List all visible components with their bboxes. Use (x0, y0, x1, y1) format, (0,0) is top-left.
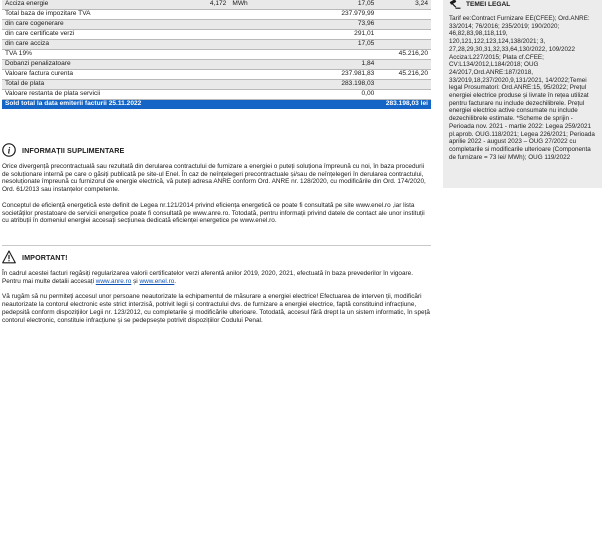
row-quantity (169, 80, 229, 90)
row-quantity: 4,172 (169, 0, 229, 10)
row-value (277, 50, 378, 60)
row-label: TVA 19% (2, 50, 169, 60)
row-tva: 45.216,20 (377, 70, 431, 80)
info-paragraph-1: Orice divergență precontractuală sau rezultată din derularea contractului de furnizare a energiei o puteți soluționa împreună cu noi, în baza procedurii de soluționare internă pe care o găsiți publicată pe site-ul Enel. În caz de neînțelegeri precontractuale și/sau de neînțelegeri în derularea contractului, nesoluționate împreună cu furnizorul de energie electrică, vă puteți adresa ANRE conform Ord. ANRE nr. 128/2020, cu modificările din Ord. 174/2020, Ord. 61/2013 sau instanțelor competente. (2, 163, 426, 194)
row-value: 291,01 (277, 30, 378, 40)
row-unit (229, 10, 276, 20)
row-label: Dobanzi penalizatoare (2, 60, 169, 70)
invoice-summary (2, 0, 431, 109)
invoice-row (2, 90, 431, 100)
important-title: IMPORTANT! (22, 252, 68, 262)
legal-basis-panel (443, 0, 602, 188)
row-unit (229, 60, 276, 70)
row-value: 17,05 (277, 40, 378, 50)
svg-text:i: i (7, 145, 11, 156)
invoice-row (2, 50, 431, 60)
row-quantity (169, 20, 229, 30)
row-unit (229, 80, 276, 90)
invoice-row (2, 40, 431, 50)
row-unit (229, 40, 276, 50)
row-unit (229, 70, 276, 80)
warning-icon (2, 250, 16, 264)
row-label: Total de plata (2, 80, 169, 90)
invoice-row (2, 60, 431, 70)
row-quantity (169, 30, 229, 40)
row-tva (377, 30, 431, 40)
info-icon (2, 143, 16, 157)
legal-basis-text: Tarif ee:Contract Furnizare EE(CFEE); Ord.ANRE: 33/2014; 76/2016; 235/2019; 190/2020; 46,82,83,98,118,119, 120,121,122,123,124,138/2021; 3, 27,28,29,30,31,32,33,64,130/2022, 109/2022 Acciza:L227/2015; Plata cf.CFEE; CV:L134/2012,L184/2018; OUG 24/2017,Ord.ANRE:187/2018, 33/2019,18,237/2020,9,131/2021, 14/2022;Temei legal Prosumatori: Ord.ANRE:15, 95/2022; Prețul energiei electrice produse și livrate în rețea utilizat pentru facturare nu include dezechilibrele. Prețul energiei electrice active consumate nu include dezechilibrele estimate. *Scheme de sprijin - Perioada nov. 2021 - martie 2022: Legea 259/2021 pl.aprob. OUG.118/2021; Legea 226/2021; Perioada aprilie 2022 - august 2023 – OUG 27/2022 cu completarile si modificarile ulterioare (Componenta de furnizare = 73 lei/ MWh); OUG 119/2022 (449, 15, 595, 161)
row-label: din care certificate verzi (2, 30, 169, 40)
row-tva: 45.216,20 (377, 50, 431, 60)
row-tva (377, 90, 431, 100)
row-unit: MWh (229, 0, 276, 10)
info-paragraph-2: Conceptul de eficiență energetică este definit de Legea nr.121/2014 privind eficiența energetică ce poate fi consultată pe site www.enel.ro ,iar lista societăților prestatoare de servicii energetice poate fi consultată pe www.anre.ro. Totodată, pentru informații privind datele de contact ale unor instituții cu atribuții în domeniul energiei accesați secțiunea dedicată eficienței energetice pe www.enel.ro. (2, 201, 425, 225)
row-quantity (169, 70, 229, 80)
row-tva (377, 10, 431, 20)
enel-link[interactable]: www.enel.ro (139, 277, 175, 285)
row-value: 283.198,03 (277, 80, 378, 90)
row-label: din care acciza (2, 40, 169, 50)
row-unit (229, 50, 276, 60)
row-quantity (169, 60, 229, 70)
row-unit (229, 30, 276, 40)
row-quantity (169, 50, 229, 60)
divider (2, 245, 431, 246)
row-quantity (169, 10, 229, 20)
invoice-row (2, 30, 431, 40)
invoice-row (2, 20, 431, 30)
row-quantity (169, 90, 229, 100)
row-value: 237.981,83 (277, 70, 378, 80)
row-label: Total baza de impozitare TVA (2, 10, 169, 20)
important-paragraph-1 (2, 270, 431, 285)
row-unit (229, 20, 276, 30)
total-balance-amount: 283.198,03 lei (277, 100, 431, 110)
invoice-table (2, 0, 431, 109)
row-tva (377, 60, 431, 70)
info-header (2, 143, 431, 157)
row-quantity (169, 40, 229, 50)
invoice-row (2, 70, 431, 80)
legal-basis-header (443, 0, 602, 9)
row-label: Valoare restanta de plata servicii (2, 90, 169, 100)
important-paragraph-2: Vă rugăm să nu permiteți accesul unor persoane neautorizate la echipamentul de măsurare a energiei electrice! Efectuarea de interven ții, modificări neautorizate la contorul electronic este strict interzisă, potrivit legii și contractului dvs. de furnizare a energiei electrice, faptă constituind infracțiune, pedepsită conform dispozițiilor Legii nr. 123/2012, cu completarile și modificările ulterioare. Totodată, accesul fără drept la un sistem informatic, în speță contorul electronic, constituie infracțiune și se pedepsește potrivit dispozițiilor Codului Penal. (2, 293, 430, 324)
invoice-row (2, 0, 431, 10)
row-tva: 3,24 (377, 0, 431, 10)
important-section (2, 250, 431, 324)
important-header (2, 250, 431, 264)
row-label: din care cogenerare (2, 20, 169, 30)
info-title: INFORMAȚII SUPLIMENTARE (22, 145, 125, 155)
info-section (2, 143, 431, 225)
period-text: . (174, 277, 177, 285)
row-label: Valoare factura curenta (2, 70, 169, 80)
row-value: 237.979,99 (277, 10, 378, 20)
total-balance-label: Sold total la data emiterii facturii 25.11.2022 (2, 100, 277, 110)
conjunction-text: și (131, 277, 140, 285)
row-unit (229, 90, 276, 100)
anre-link[interactable]: www.anre.ro (95, 277, 132, 285)
row-value: 1,84 (277, 60, 378, 70)
invoice-row (2, 80, 431, 90)
total-balance-row (2, 100, 431, 110)
row-label: Acciza energie (2, 0, 169, 10)
row-tva (377, 40, 431, 50)
legal-basis-title: TEMEI LEGAL (466, 1, 511, 8)
important-text: În cadrul acestei facturi regăsiți regularizarea valorii certificatelor verzi aferentă anilor 2019, 2020, 2021, efectuată în baza prevederilor în vigoare. Pentru mai multe detalii accesați (2, 270, 414, 285)
row-tva (377, 20, 431, 30)
gavel-icon (449, 0, 461, 9)
row-value: 73,96 (277, 20, 378, 30)
row-tva (377, 80, 431, 90)
row-value: 17,05 (277, 0, 378, 10)
invoice-row (2, 10, 431, 20)
row-value: 0,00 (277, 90, 378, 100)
